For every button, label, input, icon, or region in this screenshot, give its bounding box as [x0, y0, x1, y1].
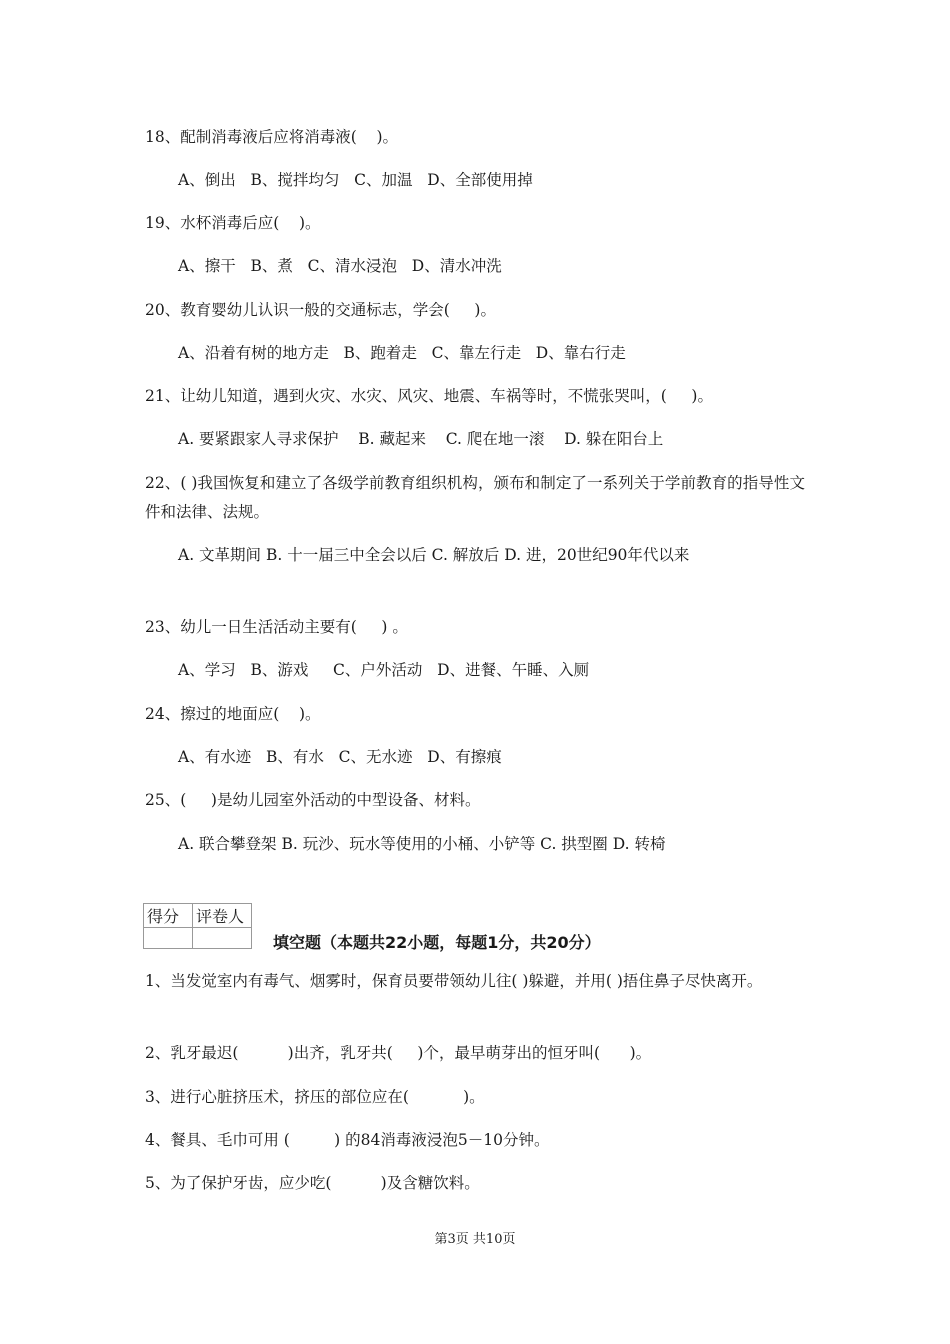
question-20-options: A、沿着有树的地方走 B、跑着走 C、靠左行走 D、靠右行走 — [178, 344, 626, 362]
page-footer: 第3页 共10页 — [434, 1232, 516, 1247]
fill-blank-2: 2、乳牙最迟( )出齐，乳牙共( )个，最早萌芽出的恒牙叫( )。 — [145, 1044, 652, 1062]
question-22: 22、( )我国恢复和建立了各级学前教育组织机构，颁布和制定了一系列关于学前教育的指导性文件和法律、法规。 — [145, 474, 805, 521]
question-25-options: A. 联合攀登架 B. 玩沙、玩水等使用的小桶、小铲等 C. 拱型圈 D. 转椅 — [178, 835, 666, 853]
question-18: 18、配制消毒液后应将消毒液( )。 — [145, 128, 399, 146]
question-23-options: A、学习 B、游戏 C、户外活动 D、进餐、午睡、入厕 — [178, 661, 590, 679]
question-19: 19、水杯消毒后应( )。 — [145, 214, 321, 232]
question-21-options: A. 要紧跟家人寻求保护 B. 藏起来 C. 爬在地一滚 D. 躲在阳台上 — [178, 430, 664, 448]
fill-blank-1: 1、当发觉室内有毒气、烟雾时，保育员要带领幼儿往( )躲避，并用( )捂住鼻子尽快离开。 — [145, 972, 763, 990]
question-20: 20、教育婴幼儿认识一般的交通标志，学会( )。 — [145, 301, 496, 319]
score-label: 得分 — [144, 904, 193, 928]
grader-label: 评卷人 — [193, 904, 252, 928]
question-24: 24、擦过的地面应( )。 — [145, 705, 321, 723]
question-18-options: A、倒出 B、搅拌均匀 C、加温 D、全部使用掉 — [178, 171, 533, 189]
section-title: 填空题（本题共22小题，每题1分，共20分） — [273, 933, 601, 952]
question-19-options: A、擦干 B、煮 C、清水浸泡 D、清水冲洗 — [178, 257, 502, 275]
question-24-options: A、有水迹 B、有水 C、无水迹 D、有擦痕 — [178, 748, 502, 766]
question-22-options: A. 文革期间 B. 十一届三中全会以后 C. 解放后 D. 进，20世纪90年代以来 — [178, 546, 690, 564]
score-box — [143, 903, 252, 949]
question-25: 25、( )是幼儿园室外活动的中型设备、材料。 — [145, 791, 481, 809]
question-23: 23、幼儿一日生活活动主要有( ) 。 — [145, 618, 408, 636]
grader-cell[interactable] — [193, 928, 252, 949]
fill-blank-4: 4、餐具、毛巾可用 ( ) 的84消毒液浸泡5－10分钟。 — [145, 1131, 550, 1149]
fill-blank-3: 3、进行心脏挤压术，挤压的部位应在( )。 — [145, 1088, 485, 1106]
score-cell[interactable] — [144, 928, 193, 949]
question-21: 21、让幼儿知道，遇到火灾、水灾、风灾、地震、车祸等时，不慌张哭叫，( )。 — [145, 387, 713, 405]
fill-blank-5: 5、为了保护牙齿，应少吃( )及含糖饮料。 — [145, 1174, 480, 1192]
